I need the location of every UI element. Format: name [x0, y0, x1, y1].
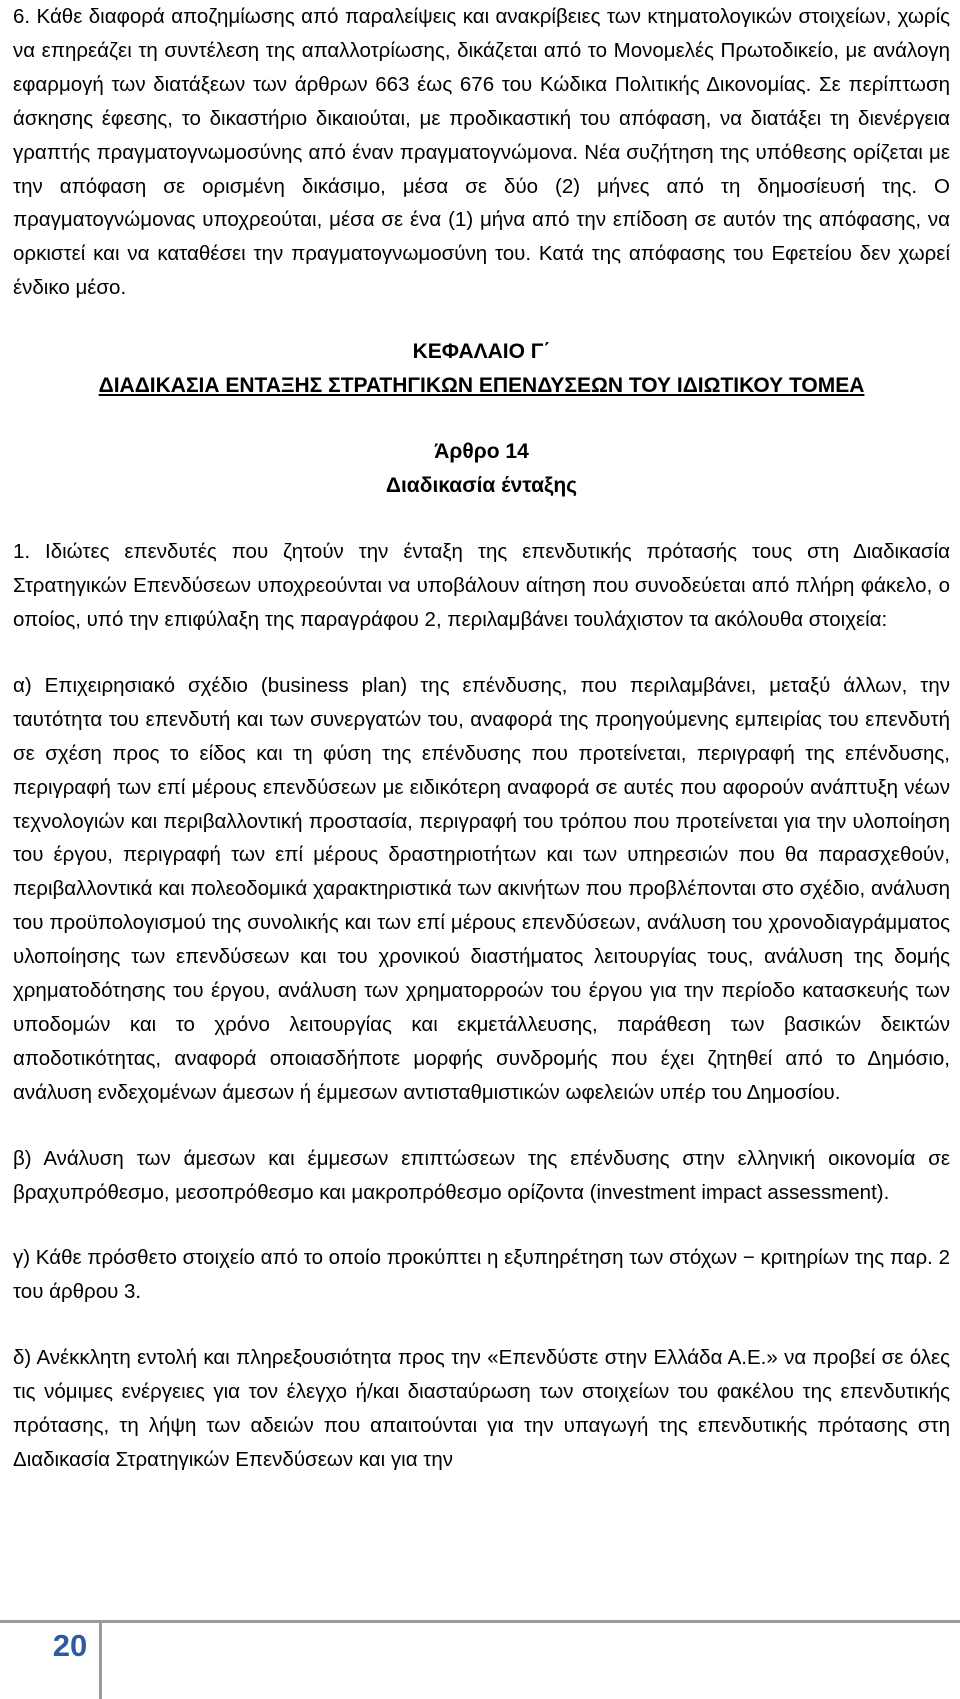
footer-divider-horizontal [0, 1620, 960, 1623]
paragraph-1: 1. Ιδιώτες επενδυτές που ζητούν την ένταξη της επενδυτικής πρότασής τους στη Διαδικασία Στρατηγικών Επενδύσεων υποχρεούνται να υποβάλουν αίτηση που συνοδεύεται από πλήρη φάκελο, ο οποίος, υπό την επιφύλαξη της παραγράφου 2, περιλαμβάνει τουλάχιστον τα ακόλουθα στοιχεία: [13, 540, 950, 631]
chapter-title: ΚΕΦΑΛΑΙΟ Γ΄ [412, 340, 551, 364]
paragraph-6: 6. Κάθε διαφορά αποζημίωσης από παραλείψεις και ανακρίβειες των κτηματολογικών στοιχείων, χωρίς να επηρεάζει τη συντέλεση της απαλλοτρίωσης, δικάζεται από το Μονομελές Πρωτοδικείο, με ανάλογη εφαρμογή των διατάξεων των άρθρων 663 έως 676 του Κώδικα Πολιτικής Δικονομίας. Σε περίπτωση άσκησης έφεσης, το δικαστήριο δικαιούται, με προδικαστική του απόφαση, να διατάξει τη διενέργεια γραπτής πραγματογνωμοσύνης από έναν πραγματογνώμονα. Νέα συζήτηση της υπόθεσης ορίζεται με την απόφαση σε ορισμένη δικάσιμο, μέσα σε δύο (2) μήνες από τη δημοσίευσή της. Ο πραγματογνώμονας υποχρεούται, μέσα σε ένα (1) μήνα από την επίδοση σε αυτόν της απόφασης, να ορκιστεί και να καταθέσει την πραγματογνωμοσύνη του. Κατά της απόφασης του Εφετείου δεν χωρεί ένδικο μέσο. [13, 5, 950, 300]
article-subtitle: Διαδικασία ένταξης [385, 474, 578, 498]
list-item-a: α) Επιχειρησιακό σχέδιο (business plan) της επένδυσης, που περιλαμβάνει, μεταξύ άλλων, την ταυτότητα του επενδυτή και των συνεργατών του, αναφορά της προηγούμενης εμπειρίας του επενδυτή σε σχέση προς το είδος και τη φύση της επένδυσης που προτείνεται, περιγραφή της επένδυσης, περιγραφή των επί μέρους επενδύσεων με ειδικότερη αναφορά σε αυτές που αφορούν ανάπτυξη νέων τεχνολογιών και περιβαλλοντική προστασία, περιγραφή του τρόπου που προτείνεται για την υλοποίηση του έργου, περιγραφή των επί μέρους δραστηριοτήτων και των υπηρεσιών που θα παρασχεθούν, περιβαλλοντικά και πολεοδομικά χαρακτηριστικά των ακινήτων που προβλέπονται στο σχέδιο, ανάλυση του προϋπολογισμού της συνολικής και των επί μέρους επενδύσεων, ανάλυση του χρονοδιαγράμματος υλοποίησης των επενδύσεων και του χρονικού διαστήματος λειτουργίας τους, ανάλυση της δομής χρηματοδότησης του έργου, ανάλυση των χρηματορροών του έργου για την περίοδο κατασκευής των υποδομών και το χρόνο λειτουργίας και εκμετάλλευσης, παράθεση των βασικών δεικτών αποδοτικότητας, αναφορά οποιασδήποτε μορφής συνδρομής που έχει ζητηθεί από το Δημόσιο, ανάλυση ενδεχομένων άμεσων ή έμμεσων αντισταθμιστικών ωφελειών υπέρ του Δημοσίου. [13, 673, 950, 1104]
page-number: 20 [52, 1628, 88, 1663]
document-page [13, 0, 950, 1477]
article-title: Άρθρο 14 [434, 440, 529, 464]
list-item-c: γ) Κάθε πρόσθετο στοιχείο από το οποίο προκύπτει η εξυπηρέτηση των στόχων − κριτηρίων της παρ. 2 του άρθρου 3. [13, 1246, 950, 1304]
chapter-subtitle: ΔΙΑΔΙΚΑΣΙΑ ΕΝΤΑΞΗΣ ΣΤΡΑΤΗΓΙΚΩΝ ΕΠΕΝΔΥΣΕΩΝ ΤΟΥ ΙΔΙΩΤΙΚΟΥ ΤΟΜΕΑ [98, 374, 865, 398]
list-item-b: β) Ανάλυση των άμεσων και έμμεσων επιπτώσεων της επένδυσης στην ελληνική οικονομία σε βραχυπρόθεσμο, μεσοπρόθεσμο και μακροπρόθεσμο ορίζοντα (investment impact assessment). [13, 1146, 950, 1204]
list-item-d: δ) Ανέκκλητη εντολή και πληρεξουσιότητα προς την «Επενδύστε στην Ελλάδα Α.Ε.» να προβεί σε όλες τις νόμιμες ενέργειες για τον έλεγχο ή/και διασταύρωση των στοιχείων του φακέλου της επενδυτικής πρότασης, τη λήψη των αδειών που απαιτούνται για την υπαγωγή της επενδυτικής πρότασης στη Διαδικασία Στρατηγικών Επενδύσεων και για την [13, 1346, 950, 1471]
